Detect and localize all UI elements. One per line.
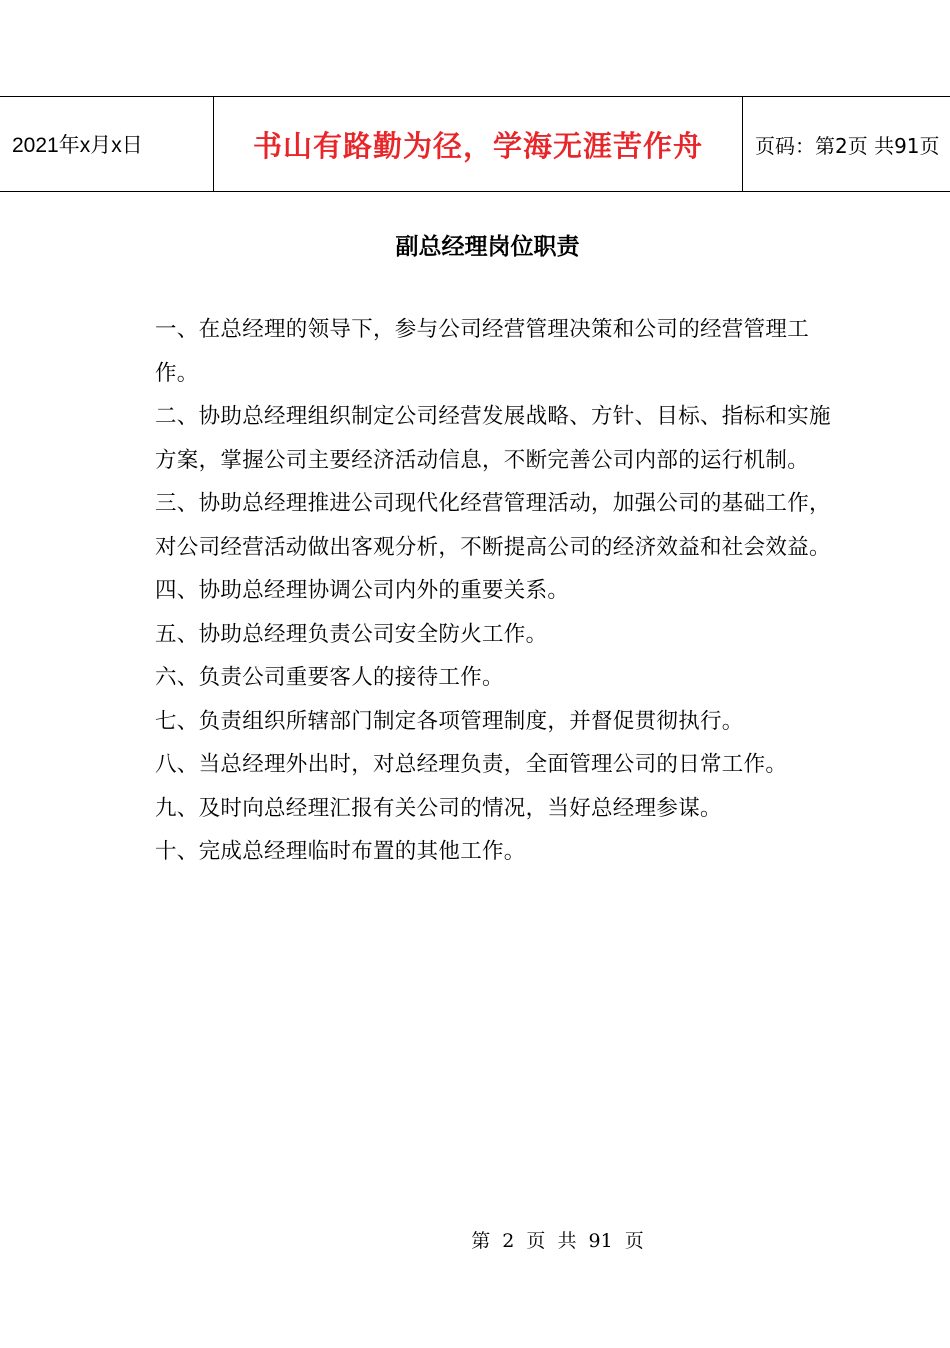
duty-item-5: 五、协助总经理负责公司安全防火工作。 xyxy=(155,621,548,647)
duty-item-2: 二、协助总经理组织制定公司经营发展战略、方针、目标、指标和实施方案，掌握公司主要经济活动信息，不断完善公司内部的运行机制。 xyxy=(155,404,831,473)
duty-item-3: 三、协助总经理推进公司现代化经营管理活动，加强公司的基础工作，对公司经营活动做出客观分析，不断提高公司的经济效益和社会效益。 xyxy=(155,491,831,560)
header-page-info: 页码：第2页 共91页 xyxy=(755,133,940,158)
page-header xyxy=(0,96,950,192)
duty-item-10: 十、完成总经理临时布置的其他工作。 xyxy=(155,839,526,864)
document-body xyxy=(155,308,835,874)
duty-item-4: 四、协助总经理协调公司内外的重要关系。 xyxy=(155,578,570,603)
header-motto: 书山有路勤为径，学海无涯苦作舟 xyxy=(213,97,743,191)
page-footer: 第 2 页 共 91 页 xyxy=(471,1230,644,1252)
duty-item-8: 八、当总经理外出时，对总经理负责，全面管理公司的日常工作。 xyxy=(155,752,788,777)
document-title: 副总经理岗位职责 xyxy=(395,233,580,260)
duty-item-9: 九、及时向总经理汇报有关公司的情况，当好总经理参谋。 xyxy=(155,795,722,821)
duty-item-6: 六、负责公司重要客人的接待工作。 xyxy=(155,665,504,690)
duty-item-1: 一、在总经理的领导下，参与公司经营管理决策和公司的经营管理工作。 xyxy=(155,317,810,386)
header-date: 2021年x月x日 xyxy=(12,134,143,157)
duty-item-7: 七、负责组织所辖部门制定各项管理制度，并督促贯彻执行。 xyxy=(155,708,744,734)
